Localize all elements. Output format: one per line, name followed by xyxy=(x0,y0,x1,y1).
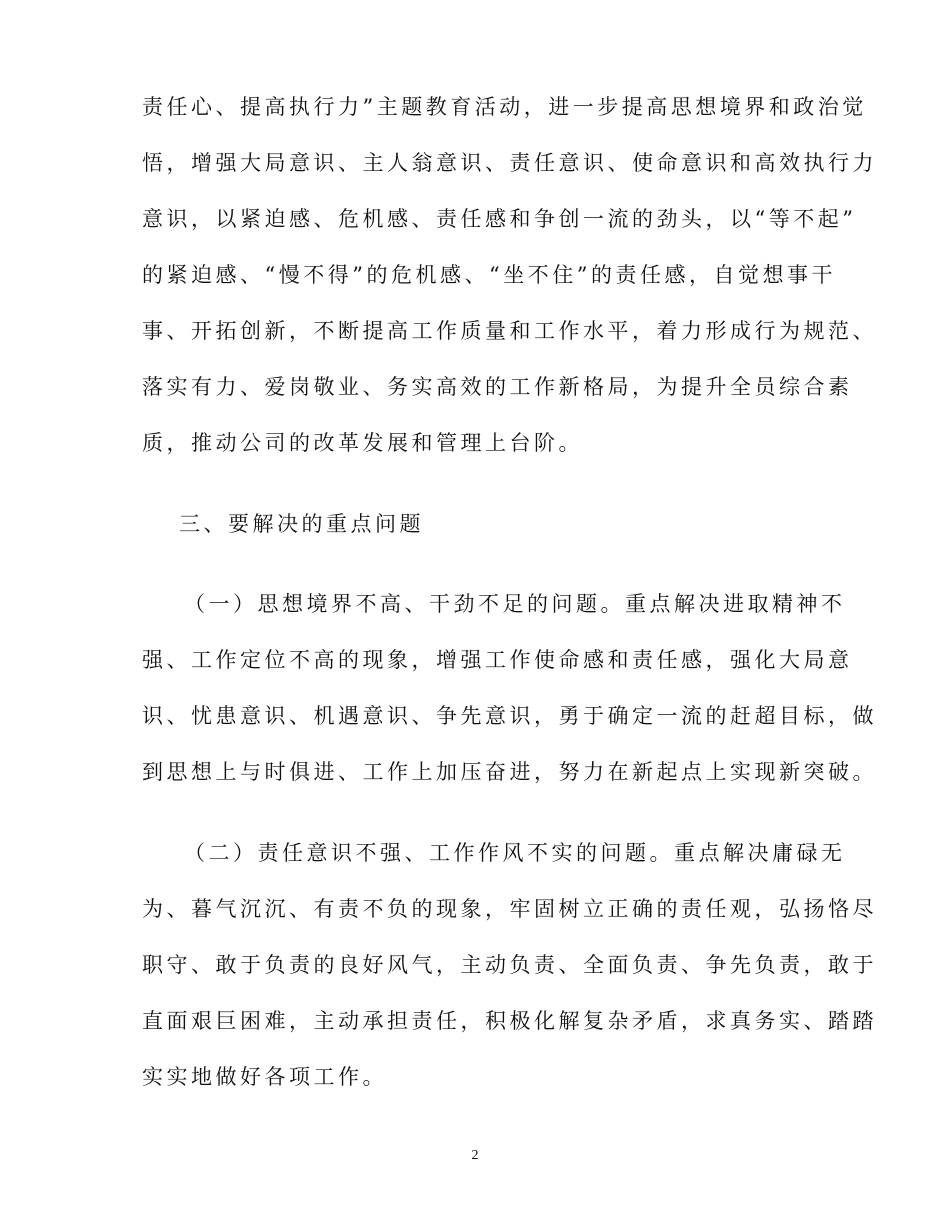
text-line: 悟，增强大局意识、主人翁意识、责任意识、使命意识和高效执行力 xyxy=(142,151,877,175)
text-line: 为、暮气沉沉、有责不负的现象，牢固树立正确的责任观，弘扬恪尽 xyxy=(142,897,877,921)
text-line: 实实地做好各项工作。 xyxy=(142,1065,387,1089)
text-line: 直面艰巨困难，主动承担责任，积极化解复杂矛盾，求真务实、踏踏 xyxy=(142,1009,877,1033)
text-line: （二）责任意识不强、工作作风不实的问题。重点解决庸碌无 xyxy=(184,841,846,865)
text-line: 事、开拓创新，不断提高工作质量和工作水平，着力形成行为规范、 xyxy=(142,319,877,343)
page-number: 2 xyxy=(471,1148,479,1163)
section-heading: 三、要解决的重点问题 xyxy=(179,512,424,536)
text-line: 质，推动公司的改革发展和管理上台阶。 xyxy=(142,431,583,455)
text-line: 职守、敢于负责的良好风气，主动负责、全面负责、争先负责，敢于 xyxy=(142,953,877,977)
text-line: 意识，以紧迫感、危机感、责任感和争创一流的劲头，以“等不起” xyxy=(142,207,857,231)
text-line: 落实有力、爱岗敬业、务实高效的工作新格局，为提升全员综合素 xyxy=(142,375,853,399)
text-line: （一）思想境界不高、干劲不足的问题。重点解决进取精神不 xyxy=(184,592,846,616)
text-line: 责任心、提高执行力”主题教育活动，进一步提高思想境界和政治觉 xyxy=(142,95,867,119)
text-line: 识、忧患意识、机遇意识、争先意识，勇于确定一流的赶超目标，做 xyxy=(142,704,877,728)
text-line: 的紧迫感、“慢不得”的危机感、“坐不住”的责任感，自觉想事干 xyxy=(142,263,836,287)
text-line: 到思想上与时俱进、工作上加压奋进，努力在新起点上实现新突破。 xyxy=(142,760,877,784)
text-line: 强、工作定位不高的现象，增强工作使命感和责任感，强化大局意 xyxy=(142,648,853,672)
